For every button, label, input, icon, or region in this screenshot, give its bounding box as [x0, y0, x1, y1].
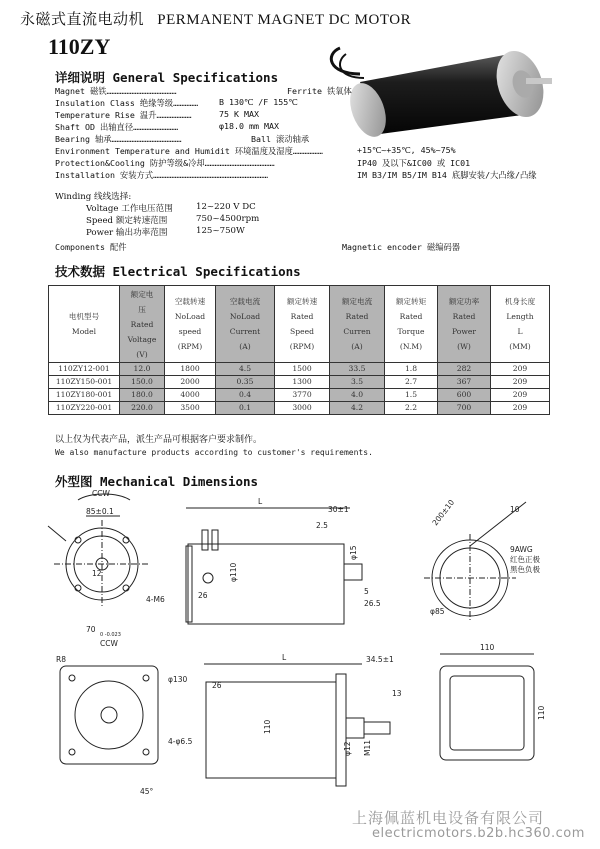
- svg-text:4-M6: 4-M6: [146, 595, 165, 604]
- model-title: 110ZY: [48, 34, 111, 59]
- svg-text:85±0.1: 85±0.1: [86, 507, 114, 516]
- svg-text:4-φ6.5: 4-φ6.5: [168, 737, 193, 746]
- winding-value: 12~220 V DC: [196, 202, 256, 212]
- general-specs: [55, 85, 595, 181]
- winding-label: Speed 额定转速范围: [86, 216, 168, 226]
- svg-text:φ130: φ130: [168, 675, 188, 684]
- spec-label: Bearing 轴承……………………………………: [55, 134, 182, 144]
- components-label: Components 配件: [55, 242, 127, 252]
- spec-value: Ferrite 铁氧体: [287, 86, 352, 96]
- header-en: PERMANENT MAGNET DC MOTOR: [157, 12, 412, 28]
- table-row: 110ZY220-001 220.0 3500 0.1 3000 4.2 2.2 700 209: [49, 402, 550, 415]
- spec-row-magnet: [55, 85, 595, 97]
- svg-text:CCW: CCW: [92, 489, 110, 498]
- header-noload-speed: 空载转速 NoLoad speed (RPM): [165, 286, 216, 363]
- spec-value: +15℃~+35℃, 45%~75%: [357, 145, 456, 155]
- svg-text:φ110: φ110: [229, 562, 238, 582]
- header-rated-speed: 额定转速 Rated Speed (RPM): [275, 286, 330, 363]
- spec-row-bearing: [55, 133, 595, 145]
- header-rated-torque: 额定转矩 Rated Torque (N.M): [385, 286, 438, 363]
- mechanical-title: 外型图 Mechanical Dimensions: [55, 474, 259, 489]
- svg-text:10: 10: [510, 505, 520, 514]
- svg-text:2.5: 2.5: [316, 521, 328, 530]
- table-row: 110ZY180-001 180.0 4000 0.4 3770 4.0 1.5 600 209: [49, 389, 550, 402]
- svg-text:45°: 45°: [140, 787, 154, 796]
- header-length: 机身长度 Length L (MM): [491, 286, 550, 363]
- svg-text:30±1: 30±1: [328, 505, 349, 514]
- svg-text:26.5: 26.5: [364, 599, 381, 608]
- header-noload-current: 空载电流 NoLoad Current (A): [216, 286, 275, 363]
- header-rated-power: 额定功率 Rated Power (W): [438, 286, 491, 363]
- header-model: 电机型号 Model: [49, 286, 120, 363]
- svg-text:110: 110: [480, 643, 495, 652]
- svg-text:12: 12: [92, 569, 102, 578]
- svg-text:70: 70: [86, 625, 96, 634]
- front-view-round: [48, 489, 165, 648]
- front-view-square: [56, 655, 193, 796]
- winding-label: Power 输出功率范围: [86, 228, 168, 238]
- note-en: We also manufacture products according to customer's requirements.: [55, 448, 373, 457]
- side-view-round: [186, 497, 381, 624]
- page-header: [20, 8, 411, 29]
- svg-text:0 -0.023: 0 -0.023: [100, 632, 121, 638]
- spec-value: IM B3/IM B5/IM B14 底脚安装/大凸缘/凸缘: [357, 170, 537, 180]
- spec-value: 75 K MAX: [219, 109, 259, 119]
- svg-text:φ85: φ85: [430, 607, 445, 616]
- spec-row-insulation: [55, 97, 595, 109]
- table-row: 110ZY12-001 12.0 1800 4.5 1500 33.5 1.8 282 209: [49, 363, 550, 376]
- winding-value: 125~750W: [196, 226, 245, 236]
- spec-value: Ball 滚动轴承: [251, 134, 310, 144]
- svg-text:9AWG: 9AWG: [510, 545, 533, 554]
- footer-url: electricmotors.b2b.hc360.com: [372, 826, 585, 841]
- svg-text:CCW: CCW: [100, 639, 118, 648]
- winding-voltage: [86, 202, 346, 214]
- spec-value: φ18.0 mm MAX: [219, 121, 279, 131]
- table-header-row: [49, 286, 550, 363]
- svg-text:R8: R8: [56, 655, 66, 664]
- winding-power: [86, 226, 346, 238]
- rear-view-round: [424, 498, 540, 622]
- rear-view-square: [440, 643, 546, 760]
- svg-text:26: 26: [198, 591, 208, 600]
- spec-label: Environment Temperature and Humidit 环境温度及湿度………………: [55, 146, 323, 156]
- table-row: 110ZY150-001 150.0 2000 0.35 1300 3.5 2.7 367 209: [49, 376, 550, 389]
- general-title: 详细说明 General Specifications: [55, 70, 279, 85]
- spec-row-temperature: [55, 109, 595, 121]
- svg-text:黑色负极: 黑色负极: [510, 565, 540, 574]
- svg-text:110: 110: [263, 719, 272, 734]
- header-cn: 永磁式直流电动机: [20, 10, 145, 28]
- encoder-label: Magnetic encoder 磁编码器: [342, 242, 461, 252]
- spec-label: Protection&Cooling 防护等级&冷却……………………………………: [55, 158, 275, 168]
- svg-text:L: L: [282, 653, 287, 662]
- svg-text:26: 26: [212, 681, 222, 690]
- winding-list: [86, 202, 346, 238]
- spec-row-installation: [55, 169, 595, 181]
- mechanical-drawings: [0, 486, 600, 806]
- spec-label: Installation 安装方式……………………………………………………………: [55, 170, 269, 180]
- note-cn: 以上仅为代表产品，派生产品可根据客户要求制作。: [55, 435, 263, 445]
- spec-row-shaft: [55, 121, 595, 133]
- spec-label: Shaft OD 出轴直径………………………: [55, 122, 179, 132]
- svg-text:5: 5: [364, 587, 369, 596]
- side-view-square: [204, 653, 402, 786]
- spec-label: Insulation Class 绝缘等级……………: [55, 98, 199, 108]
- spec-label: Temperature Rise 温升…………………: [55, 110, 192, 120]
- header-rated-voltage: 额定电 压 Rated Voltage (V): [120, 286, 165, 363]
- spec-label: Magnet 磁铁……………………………………: [55, 86, 177, 96]
- svg-text:φ12: φ12: [343, 741, 352, 756]
- spec-row-environment: [55, 145, 595, 157]
- spec-value: B 130℃ /F 155℃: [219, 97, 298, 107]
- svg-text:L: L: [258, 497, 263, 506]
- svg-text:13: 13: [392, 689, 402, 698]
- winding-title: Winding 线线选择:: [55, 192, 132, 202]
- svg-text:110: 110: [537, 705, 546, 720]
- electrical-table: [48, 285, 550, 415]
- winding-value: 750~4500rpm: [196, 214, 260, 224]
- svg-text:红色正极: 红色正极: [510, 555, 540, 564]
- spec-value: IP40 及以下&IC00 或 IC01: [357, 158, 471, 168]
- svg-text:34.5±1: 34.5±1: [366, 655, 394, 664]
- spec-row-protection: [55, 157, 595, 169]
- electrical-title: 技术数据 Electrical Specifications: [55, 264, 301, 279]
- header-rated-current: 额定电流 Rated Curren (A): [330, 286, 385, 363]
- winding-speed: [86, 214, 346, 226]
- footer-company: 上海佩蓝机电设备有限公司: [352, 809, 545, 827]
- winding-label: Voltage 工作电压范围: [86, 204, 173, 214]
- svg-text:200±10: 200±10: [430, 497, 457, 528]
- svg-text:M11: M11: [363, 739, 372, 756]
- svg-text:φ15: φ15: [349, 545, 358, 560]
